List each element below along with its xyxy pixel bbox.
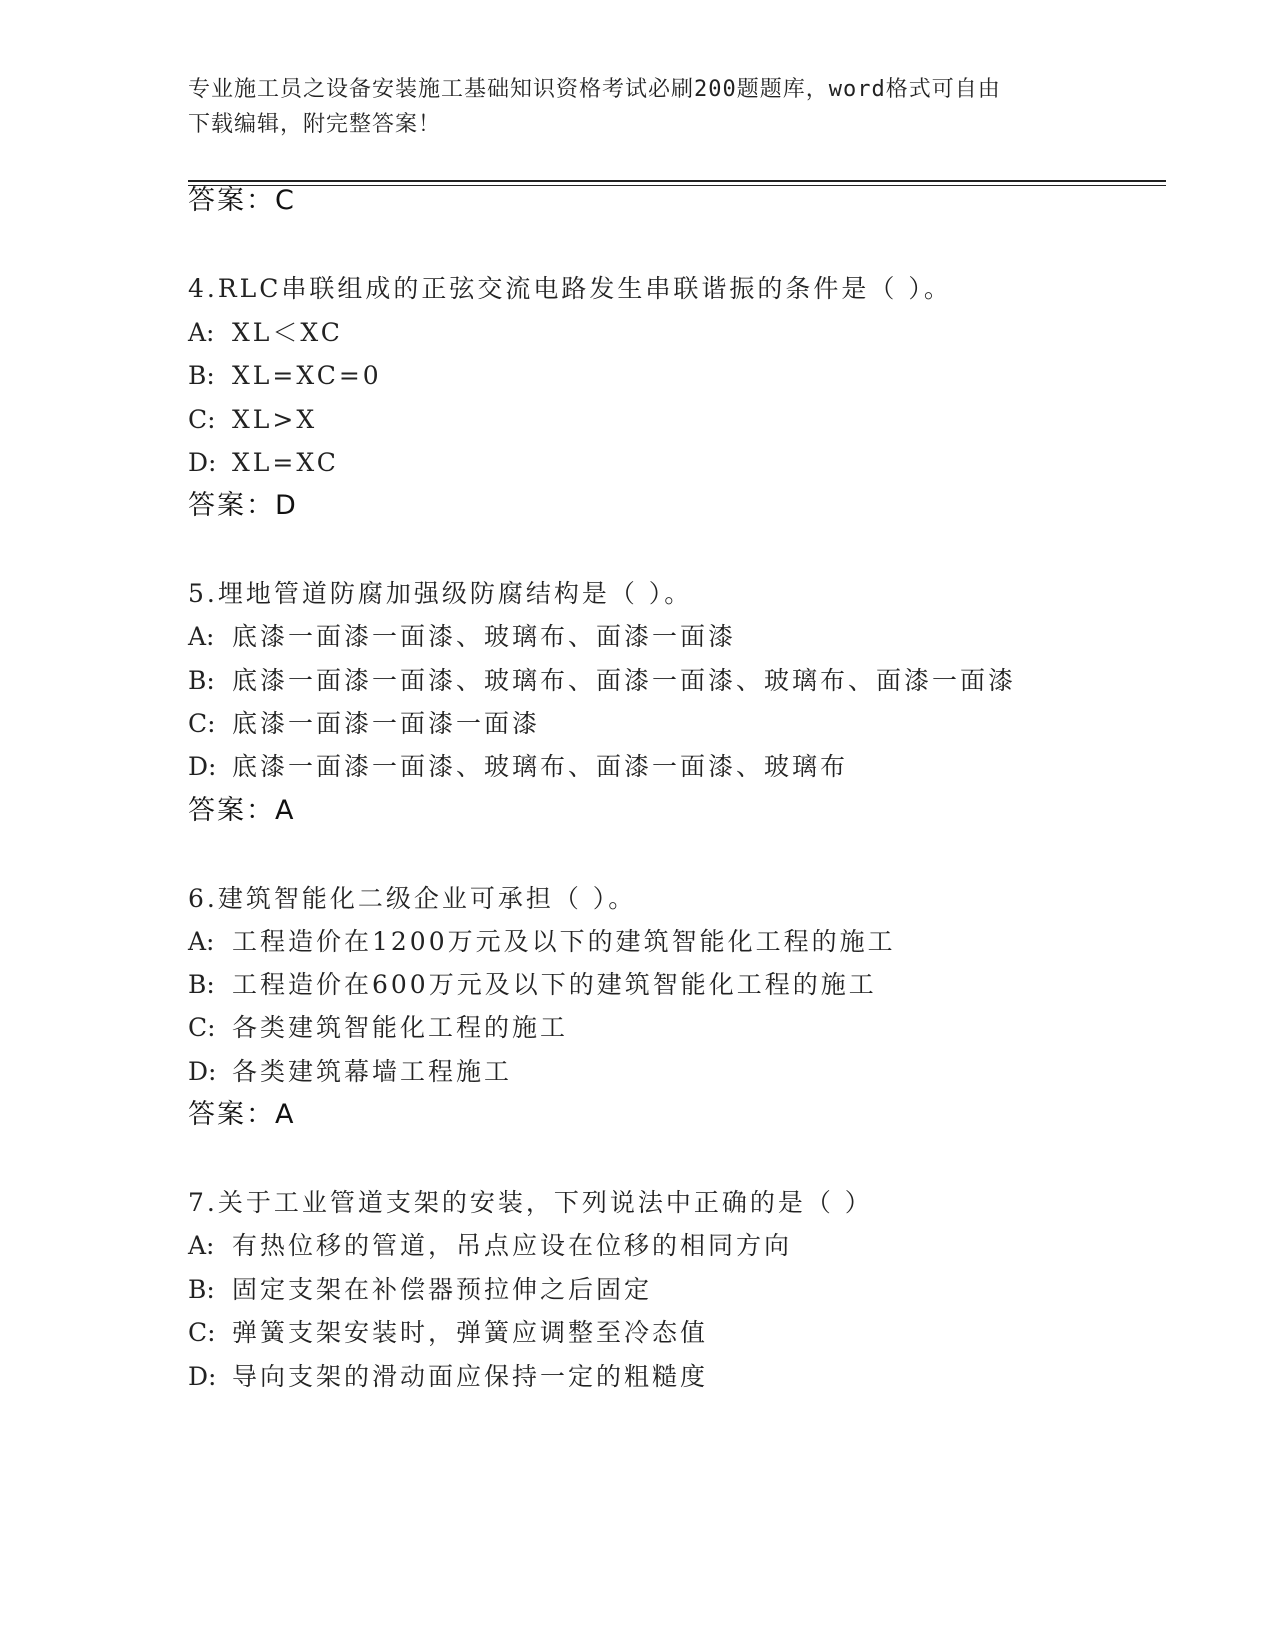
question-7-option-d [188,1360,708,1394]
option-key: C: [188,1318,216,1347]
option-key: C: [188,405,216,434]
option-text: 底漆一面漆一面漆、玻璃布、面漆一面漆 [232,622,737,651]
option-key: A: [188,622,215,651]
question-7: 7.关于工业管道支架的安装，下列说法中正确的是（ ） [188,1188,873,1217]
option-text: XL>X [232,405,318,434]
option-text: 工程造价在600万元及以下的建筑智能化工程的施工 [232,970,877,999]
question-5-option-d [188,750,848,784]
option-text: 底漆一面漆一面漆一面漆 [232,709,541,738]
question-6-option-d [188,1055,512,1089]
option-text: XL＜XC [232,318,343,347]
question-7-option-b [188,1273,652,1307]
option-text: 固定支架在补偿器预拉伸之后固定 [232,1275,653,1304]
option-text: 各类建筑智能化工程的施工 [232,1013,569,1042]
header-line-1: 专业施工员之设备安装施工基础知识资格考试必刷200题题库，word格式可自由 [188,77,1001,102]
header-divider-thin [188,185,1166,186]
question-5-answer: 答案：A [188,795,296,826]
question-4-answer: 答案：D [188,490,298,521]
option-key: D: [188,752,217,781]
header-divider [188,180,1166,182]
option-key: D: [188,1362,217,1391]
answer-prev: 答案：C [188,185,296,216]
option-key: B: [188,1275,215,1304]
option-key: B: [188,361,215,390]
question-5: 5.埋地管道防腐加强级防腐结构是（ ）。 [188,579,693,608]
question-7-option-c [188,1316,708,1350]
question-6: 6.建筑智能化二级企业可承担（ ）。 [188,884,637,913]
option-text: 工程造价在1200万元及以下的建筑智能化工程的施工 [232,927,896,956]
question-5-option-c [188,707,540,741]
option-key: D: [188,448,217,477]
question-6-option-c [188,1011,568,1045]
question-4: 4.RLC串联组成的正弦交流电路发生串联谐振的条件是（ ）。 [188,274,952,303]
option-text: 有热位移的管道，吊点应设在位移的相同方向 [232,1231,793,1260]
header-line-2: 下载编辑，附完整答案！ [188,112,442,137]
option-key: C: [188,709,216,738]
question-6-option-b [188,968,877,1002]
option-key: D: [188,1057,217,1086]
option-text: 底漆一面漆一面漆、玻璃布、面漆一面漆、玻璃布 [232,752,849,781]
option-text: XL=XC=0 [232,361,382,390]
question-4-option-c [188,403,317,437]
question-7-option-a [188,1229,792,1263]
option-key: B: [188,666,215,695]
option-text: 各类建筑幕墙工程施工 [232,1057,513,1086]
question-5-option-a [188,620,736,654]
question-6-answer: 答案：A [188,1099,296,1130]
question-5-option-b [188,664,1016,698]
option-key: C: [188,1013,216,1042]
option-key: A: [188,1231,215,1260]
option-text: 导向支架的滑动面应保持一定的粗糙度 [232,1362,709,1391]
option-key: A: [188,318,215,347]
option-text: 底漆一面漆一面漆、玻璃布、面漆一面漆、玻璃布、面漆一面漆 [232,666,1017,695]
question-4-option-d [188,446,339,480]
document-header [188,72,1088,142]
option-text: XL=XC [232,448,339,477]
option-key: A: [188,927,215,956]
option-text: 弹簧支架安装时，弹簧应调整至冷态值 [232,1318,709,1347]
question-4-option-b [188,359,382,393]
question-6-option-a [188,925,896,959]
question-4-option-a [188,316,343,350]
option-key: B: [188,970,215,999]
